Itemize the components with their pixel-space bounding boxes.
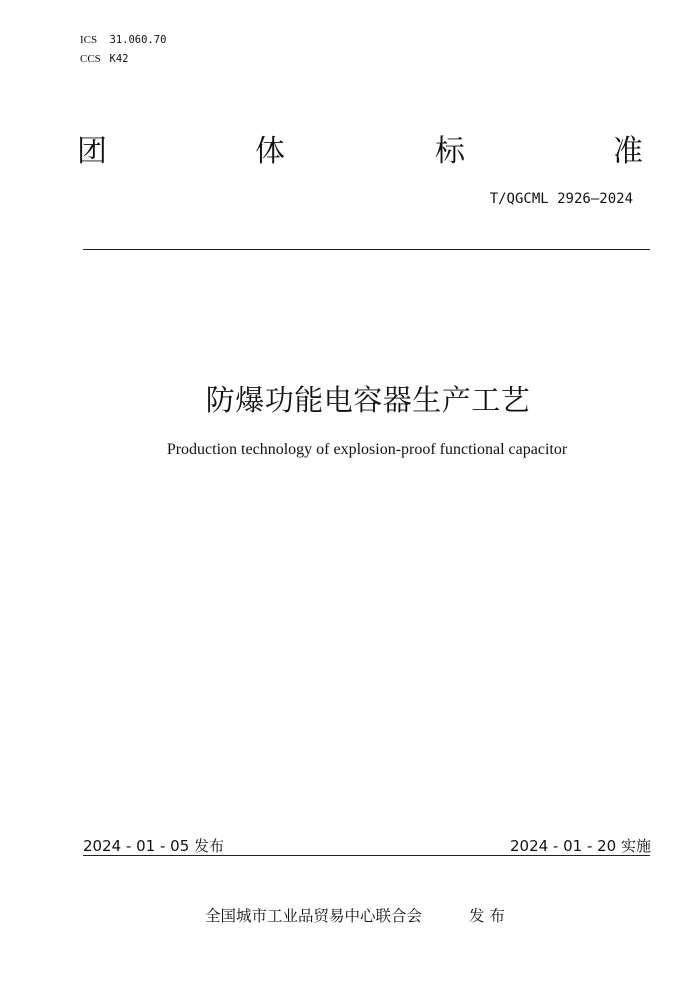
footer-divider (83, 855, 650, 856)
standard-number: T/QGCML 2926—2024 (489, 191, 633, 207)
document-title-zh: 防爆功能电容器生产工艺 (205, 383, 531, 417)
standard-type-char-1: 团 (77, 134, 107, 169)
ccs-line (80, 52, 128, 65)
ics-value: 31.060.70 (109, 34, 167, 46)
ics-label: ICS (80, 34, 98, 46)
publisher-action: 发 布 (469, 907, 505, 925)
implement-date: 2024 - 01 - 20 实施 (509, 837, 651, 855)
standard-type-char-2: 体 (255, 134, 285, 169)
standard-type-char-4: 准 (613, 134, 643, 169)
ics-line (80, 33, 166, 46)
ccs-value: K42 (109, 53, 129, 65)
document-title-en: Production technology of explosion-proof functional capacitor (166, 441, 568, 458)
publisher-name: 全国城市工业品贸易中心联合会 (205, 907, 423, 925)
ccs-label: CCS (80, 53, 101, 65)
header-divider (83, 249, 650, 250)
standard-type-char-3: 标 (435, 134, 465, 169)
publish-date: 2024 - 01 - 05 发布 (83, 837, 225, 855)
